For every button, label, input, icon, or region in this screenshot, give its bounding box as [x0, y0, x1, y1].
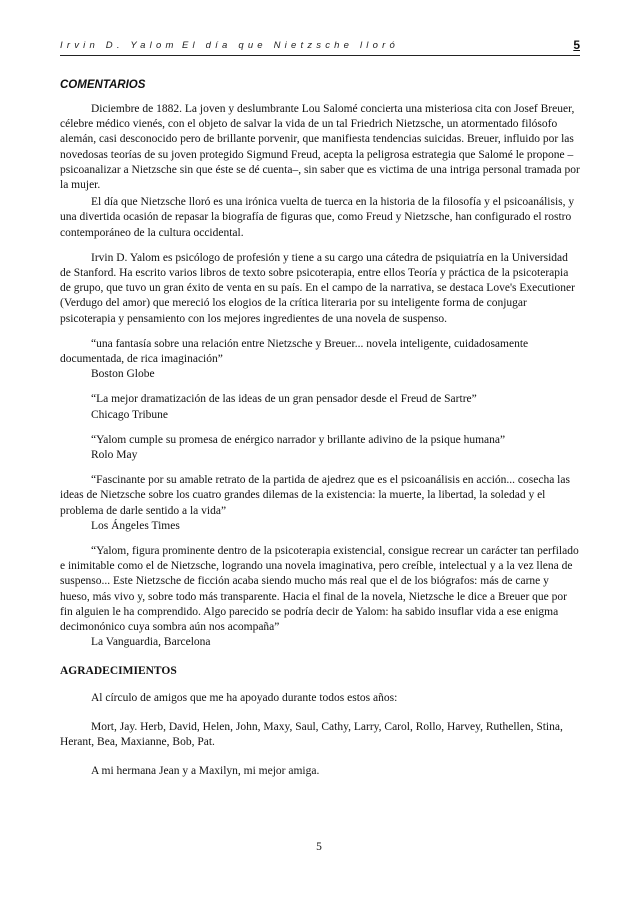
header-book-title: El día que Nietzsche lloró	[182, 40, 399, 51]
quote-text-5: “Yalom, figura prominente dentro de la psicoterapia existencial, consigue recrear un carácter tan perfilado e inimitable como el de Nietzsche, logrando una novela imaginativa, pero creíble, intelectual y a la vez llena de suspenso... Este Nietzsche de ficción acaba siendo mucho más real que el de los biógrafos: más de carne y hueso, más vivo y, sobre todo más transparente. Hacia el final de la novela, Nietzsche le dice a Breuer que por fin alguien le ha comprendido. Algo parecido se podría decir de Yalom: ha sabido insuflar vida a ese enigma decimonónico cuya sombra aún nos acompaña”	[60, 545, 579, 634]
comentarios-paragraph-1: Diciembre de 1882. La joven y deslumbrante Lou Salomé concierta una misteriosa cita con Josef Breuer, célebre médico vienés, con el objeto de salvar la vida de un tal Friedrich Nietzsche, un atormentado filósofo alemán, casi desconocido pero de brillante porvenir, que manifiesta tendencias suicidas. Breuer, influido por las novedosas teorías de su joven protegido Sigmund Freud, acepta la peligrosa estrategia que Salomé le propone –psicoanalizar a Nietzsche sin que éste se dé cuenta–, sin saber que es victima de una intriga personal tramada por la mujer.	[60, 103, 580, 192]
comentarios-paragraph-3: Irvin D. Yalom es psicólogo de profesión y tiene a su cargo una cátedra de psiquiatría en la Universidad de Stanford. Ha escrito varios libros de texto sobre psicoterapia, entre ellos Teoría y práctica de la psicoterapia de grupo, que tuvo un gran éxito de venta en su país. En el campo de la narrativa, se destaca Love's Executioner (Verdugo del amor) que mereció los elogios de la crítica literaria por su inteligente forma de conjugar psicoterapia y pensamiento con los mejores ingredientes de una novela de suspenso.	[60, 251, 575, 325]
page-content	[60, 79, 580, 779]
footer-page-number: 5	[316, 841, 322, 853]
quote-text-3: “Yalom cumple su promesa de enérgico narrador y brillante adivino de la psique humana”	[91, 433, 506, 446]
comentarios-paragraph-2: El día que Nietzsche lloró es una irónica vuelta de tuerca en la historia de la filosofía y el psicoanálisis, y una divertida ocasión de repasar la biografía de figuras que, como Freud y Nietzsche, han configurado el rostro contemporáneo de la cultura occidental.	[60, 196, 575, 239]
agradecimientos-paragraph-3: A mi hermana Jean y a Maxilyn, mi mejor amiga.	[91, 765, 320, 778]
running-header	[60, 40, 580, 56]
quote-source-5: La Vanguardia, Barcelona	[91, 636, 211, 649]
comentarios-heading: COMENTARIOS	[60, 79, 146, 91]
quote-source-2: Chicago Tribune	[91, 408, 168, 421]
quote-text-1: “una fantasía sobre una relación entre Nietzsche y Breuer... novela inteligente, cuidadosamente documentada, de rica imaginación”	[60, 337, 529, 366]
header-author: Irvin D. Yalom	[60, 40, 178, 51]
header-page-number: 5	[573, 38, 580, 52]
quote-source-3: Rolo May	[91, 449, 138, 462]
agradecimientos-paragraph-1: Al círculo de amigos que me ha apoyado durante todos estos años:	[91, 691, 398, 704]
header-rule	[60, 55, 580, 56]
quote-source-1: Boston Globe	[91, 368, 155, 381]
agradecimientos-paragraph-2: Mort, Jay. Herb, David, Helen, John, Maxy, Saul, Cathy, Larry, Carol, Rollo, Harvey, Ruthellen, Stina, Herant, Bea, Maxianne, Bob, Pat.	[60, 720, 563, 748]
agradecimientos-heading: AGRADECIMIENTOS	[60, 664, 177, 677]
quote-source-4: Los Ángeles Times	[91, 519, 180, 532]
quote-text-2: “La mejor dramatización de las ideas de un gran pensador desde el Freud de Sartre”	[91, 393, 477, 406]
quote-text-4: “Fascinante por su amable retrato de la partida de ajedrez que es el psicoanálisis en acción... cosecha las ideas de Nietzsche sobre los cuatro grandes dilemas de la existencia: la muerte, la libertad, la soledad y el problema de darle sentido a la vida”	[60, 474, 570, 517]
